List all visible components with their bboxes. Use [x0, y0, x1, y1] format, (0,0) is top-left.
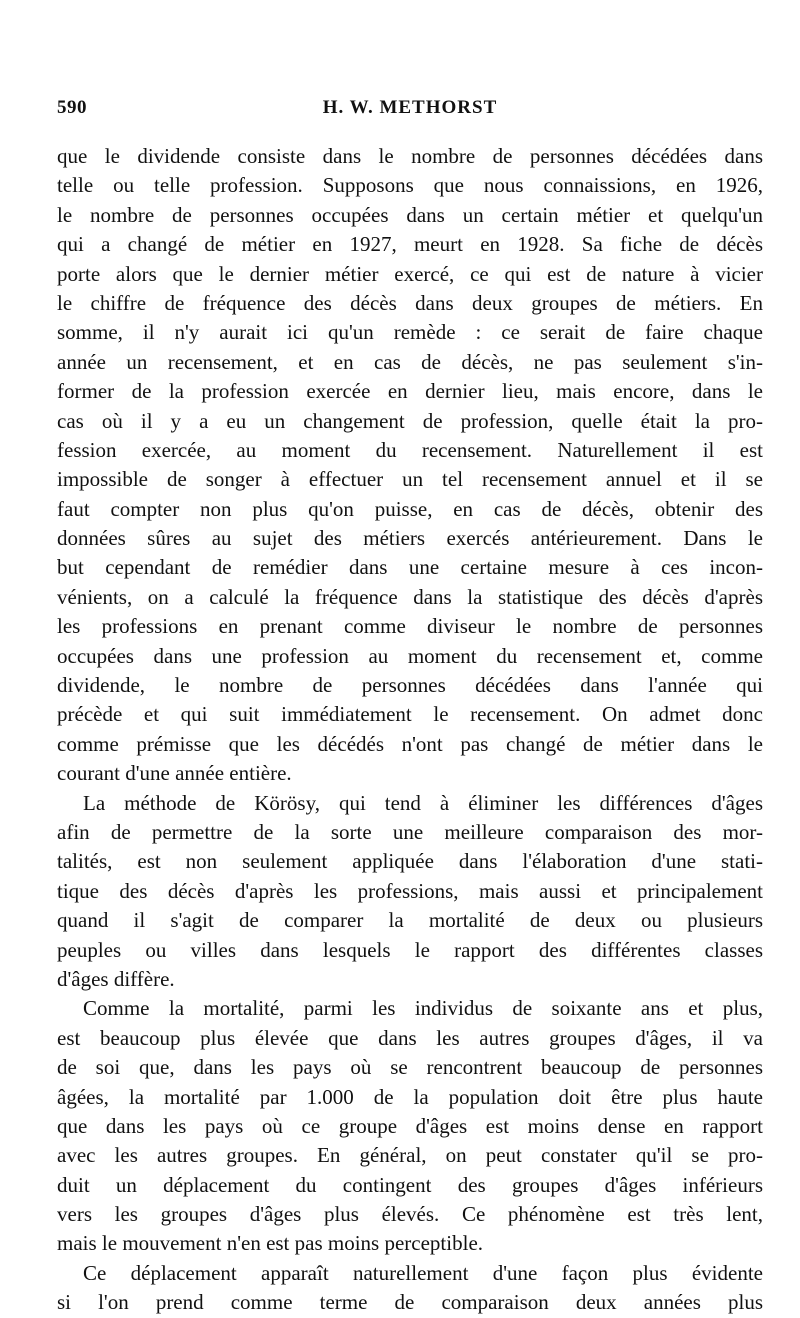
- text-line: mais le mouvement n'en est pas moins perceptible.: [57, 1231, 484, 1256]
- text-line: comme prémisse que les décédés n'ont pas changé de métier dans le: [57, 731, 763, 756]
- text-line: que dans les pays où ce groupe d'âges est moins dense en rapport: [57, 1113, 763, 1138]
- text-line: talités, est non seulement appliquée dans l'élaboration d'une stati-: [57, 849, 763, 874]
- text-line: Ce déplacement apparaît naturellement d'une façon plus évidente: [83, 1260, 763, 1285]
- text-line: occupées dans une profession au moment du recensement et, comme: [57, 643, 763, 668]
- text-line: les professions en prenant comme diviseur le nombre de personnes: [57, 614, 763, 639]
- text-line: duit un déplacement du contingent des groupes d'âges inférieurs: [57, 1172, 763, 1197]
- text-line: quand il s'agit de comparer la mortalité de deux ou plusieurs: [57, 908, 763, 933]
- text-line: est beaucoup plus élevée que dans les autres groupes d'âges, il va: [57, 1025, 763, 1050]
- text-line: qui a changé de métier en 1927, meurt en 1928. Sa fiche de décès: [57, 232, 763, 257]
- text-line: que le dividende consiste dans le nombre de personnes décédées dans: [57, 144, 763, 168]
- text-line: dividende, le nombre de personnes décédées dans l'année qui: [57, 673, 763, 698]
- text-line: impossible de songer à effectuer un tel recensement annuel et il se: [57, 467, 763, 492]
- text-line: La méthode de Körösy, qui tend à éliminer les différences d'âges: [83, 790, 763, 815]
- text-line: fession exercée, au moment du recensement. Naturellement il est: [57, 437, 763, 462]
- text-line: porte alors que le dernier métier exercé, ce qui est de nature à vicier: [57, 261, 763, 286]
- paragraph: [57, 1259, 763, 1318]
- text-line: peuples ou villes dans lesquels le rapport des différentes classes: [57, 937, 763, 962]
- text-line: vénients, on a calculé la fréquence dans la statistique des décès d'après: [57, 584, 763, 609]
- text-line: vers les groupes d'âges plus élevés. Ce phénomène est très lent,: [57, 1202, 763, 1227]
- text-line: but cependant de remédier dans une certaine mesure à ces incon-: [57, 555, 763, 580]
- text-line: somme, il n'y aurait ici qu'un remède : ce serait de faire chaque: [57, 320, 763, 345]
- text-line: courant d'une année entière.: [57, 761, 292, 786]
- text-line: faut compter non plus qu'on puisse, en cas de décès, obtenir des: [57, 496, 763, 521]
- text-line: le chiffre de fréquence des décès dans deux groupes de métiers. En: [57, 290, 763, 315]
- text-line: le nombre de personnes occupées dans un certain métier et quelqu'un: [57, 202, 763, 227]
- text-line: afin de permettre de la sorte une meilleure comparaison des mor-: [57, 819, 763, 844]
- text-line: année un recensement, et en cas de décès, ne pas seulement s'in-: [57, 349, 763, 374]
- text-line: données sûres au sujet des métiers exercés antérieurement. Dans le: [57, 526, 763, 551]
- text-line: cas où il y a eu un changement de profession, quelle était la pro-: [57, 408, 763, 433]
- text-line: former de la profession exercée en dernier lieu, mais encore, dans le: [57, 379, 763, 404]
- text-line: tique des décès d'après les professions, mais aussi et principalement: [57, 878, 763, 903]
- paragraph: [57, 994, 763, 1259]
- text-line: de soi que, dans les pays où se rencontrent beaucoup de personnes: [57, 1055, 763, 1080]
- text-line: avec les autres groupes. En général, on peut constater qu'il se pro-: [57, 1143, 763, 1168]
- text-line: Comme la mortalité, parmi les individus de soixante ans et plus,: [83, 996, 763, 1021]
- text-line: âgées, la mortalité par 1.000 de la population doit être plus haute: [57, 1084, 763, 1109]
- text-line: telle ou telle profession. Supposons que nous connaissions, en 1926,: [57, 173, 763, 198]
- page-number: 590: [57, 97, 87, 118]
- body-text: [57, 142, 763, 1318]
- text-line: précède et qui suit immédiatement le recensement. On admet donc: [57, 702, 763, 727]
- text-line: si l'on prend comme terme de comparaison deux années plus: [57, 1290, 763, 1315]
- running-head-author: H. W. METHORST: [322, 97, 498, 118]
- paragraph: [57, 789, 763, 995]
- running-head: [57, 97, 763, 123]
- text-line: d'âges diffère.: [57, 966, 175, 991]
- paragraph: [57, 142, 763, 789]
